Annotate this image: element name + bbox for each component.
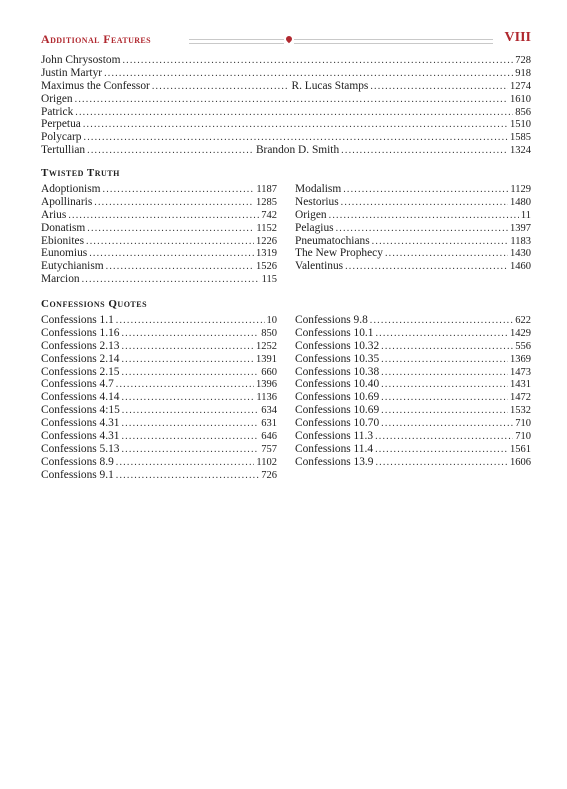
confessions-quotes-left-column — [41, 314, 277, 482]
entry-page-number: 1252 — [256, 340, 277, 352]
entry-page-number: 1429 — [510, 327, 531, 339]
index-entry — [295, 260, 531, 273]
entry-page-number: 710 — [515, 431, 531, 443]
index-entry — [295, 417, 531, 430]
running-header — [41, 30, 531, 48]
index-entry — [41, 378, 277, 391]
index-entry — [41, 443, 277, 456]
index-entry — [41, 353, 277, 366]
entry-name: Modalism — [295, 183, 342, 195]
entry-page-number: 1319 — [256, 248, 277, 260]
entry-name: Confessions 1.16 — [41, 326, 120, 339]
index-entry — [295, 209, 531, 222]
index-entry — [295, 183, 531, 196]
index-entry — [295, 235, 531, 248]
entry-page-number: 115 — [261, 274, 277, 286]
entry-page-number: 1324 — [510, 145, 531, 157]
entry-name: Nestorius — [295, 195, 339, 208]
entry-name: Confessions 4.14 — [41, 391, 120, 404]
entry-name: Justin Martyr — [41, 66, 103, 79]
header-rule — [189, 39, 493, 44]
entry-page-number: 1431 — [510, 379, 531, 391]
index-entry — [41, 235, 277, 248]
index-entry — [41, 340, 277, 353]
entry-page-number: 646 — [261, 431, 277, 443]
entry-name: Confessions 9.8 — [295, 314, 368, 326]
entry-page-number: 660 — [261, 366, 277, 378]
entry-name: Perpetua — [41, 118, 81, 131]
dot-leader — [341, 145, 508, 158]
entry-name: Confessions 10.1 — [295, 326, 374, 339]
entry-name: Arius — [41, 208, 67, 221]
index-entry — [41, 469, 277, 482]
entry-page-number: 1183 — [510, 235, 531, 247]
index-entry — [41, 247, 277, 260]
index-entry — [41, 80, 531, 93]
index-entry — [41, 183, 277, 196]
entry-name: Eunomius — [41, 247, 88, 260]
index-entry — [41, 327, 277, 340]
entry-page-number: 1610 — [510, 93, 531, 105]
entry-name: Confessions 8.9 — [41, 455, 114, 468]
index-entry — [41, 404, 277, 417]
index-entry — [41, 314, 277, 327]
index-entry — [295, 456, 531, 469]
dot-leader — [82, 274, 260, 287]
entry-page-number: 10 — [266, 315, 277, 326]
entry-name: Pelagius — [295, 221, 334, 234]
twisted-truth-left-column — [41, 183, 277, 286]
entry-name: Patrick — [41, 105, 74, 118]
entry-name: Confessions 1.1 — [41, 314, 114, 326]
index-entry — [295, 196, 531, 209]
dot-leader — [116, 470, 259, 483]
entry-page-number: 1510 — [510, 119, 531, 131]
entry-page-number: 1136 — [256, 392, 277, 404]
author-index-list — [41, 54, 531, 157]
index-entry — [41, 67, 531, 80]
index-entry — [41, 106, 531, 119]
index-entry — [295, 366, 531, 379]
index-entry — [41, 391, 277, 404]
entry-page-number: 1526 — [256, 261, 277, 273]
entry-name: Confessions 9.1 — [41, 468, 114, 481]
entry-name: Marcion — [41, 273, 80, 286]
entry-page-number: 1460 — [510, 261, 531, 273]
entry-page-number: 726 — [261, 469, 277, 481]
entry-page-number: 1274 — [509, 80, 531, 92]
index-entry — [295, 327, 531, 340]
index-entry — [295, 404, 531, 417]
entry-name: Polycarp — [41, 131, 82, 144]
entry-page-number: 1391 — [256, 353, 277, 365]
entry-name: Apollinaris — [41, 195, 93, 208]
entry-page-number: 742 — [261, 209, 277, 221]
index-entry — [295, 314, 531, 327]
entry-name: John Chrysostom — [41, 54, 121, 66]
drop-ornament-icon — [284, 34, 294, 44]
index-entry — [295, 247, 531, 260]
entry-name: Confessions 10.69 — [295, 404, 380, 417]
entry-page-number: 1430 — [510, 248, 531, 260]
entry-page-number: 918 — [515, 67, 531, 79]
page-numeral: VIII — [504, 30, 531, 45]
entry-name: Confessions 10.32 — [295, 339, 380, 352]
entry-name: Confessions 2.13 — [41, 339, 120, 352]
entry-page-number: 631 — [261, 418, 277, 430]
entry-page-number: 556 — [515, 340, 531, 352]
index-entry — [295, 222, 531, 235]
entry-page-number: 1187 — [256, 184, 277, 195]
index-entry — [41, 417, 277, 430]
entry-name: Maximus the Confessor — [41, 79, 150, 92]
index-entry — [41, 366, 277, 379]
dot-leader — [345, 261, 508, 274]
entry-page-number: 1285 — [256, 196, 277, 208]
entry-page-number: 1396 — [256, 379, 277, 391]
entry-page-number: 728 — [515, 55, 531, 66]
entry-page-number: 1480 — [510, 196, 531, 208]
entry-name: Confessions 10.40 — [295, 378, 380, 391]
confessions-quotes-heading: Confessions Quotes — [41, 298, 148, 310]
entry-page-number: 757 — [261, 443, 277, 455]
dot-leader — [87, 145, 254, 158]
entry-name: Origen — [295, 208, 327, 221]
entry-name: Origen — [41, 92, 73, 105]
index-entry — [295, 378, 531, 391]
index-entry — [295, 340, 531, 353]
entry-page-number: 710 — [515, 418, 531, 430]
index-entry — [41, 456, 277, 469]
entry-page-number: 1606 — [510, 456, 531, 468]
index-entry — [295, 353, 531, 366]
entry-name: Confessions 11.4 — [295, 442, 374, 455]
index-entry — [41, 273, 277, 286]
entry-page-number: 856 — [515, 106, 531, 118]
index-entry — [41, 54, 531, 67]
entry-name: Eutychianism — [41, 260, 104, 273]
entry-page-number: 1472 — [510, 392, 531, 404]
entry-page-number: 1561 — [510, 443, 531, 455]
entry-page-number: 1397 — [510, 222, 531, 234]
confessions-quotes-right-column — [295, 314, 531, 469]
entry-page-number: 850 — [261, 327, 277, 339]
twisted-truth-heading: Twisted Truth — [41, 167, 120, 179]
entry-name: Donatism — [41, 221, 86, 234]
entry-page-number: 1226 — [256, 235, 277, 247]
index-entry — [41, 209, 277, 222]
entry-author: Brandon D. Smith — [255, 144, 340, 157]
entry-name: Confessions 11.3 — [295, 430, 374, 443]
entry-name: Confessions 10.70 — [295, 417, 380, 430]
entry-page-number: 1102 — [256, 456, 277, 468]
entry-name: Confessions 10.35 — [295, 352, 380, 365]
entry-name: Valentinus — [295, 260, 344, 273]
entry-page-number: 1532 — [510, 405, 531, 417]
entry-name: Confessions 4.7 — [41, 378, 114, 391]
entry-name: Ebionites — [41, 234, 85, 247]
entry-page-number: 634 — [261, 405, 277, 417]
entry-page-number: 622 — [515, 315, 531, 326]
index-entry — [41, 118, 531, 131]
entry-page-number: 1473 — [510, 366, 531, 378]
entry-name: Pneumatochians — [295, 234, 370, 247]
running-header-title: Additional Features — [41, 32, 152, 46]
entry-name: Confessions 10.69 — [295, 391, 380, 404]
entry-name: Confessions 13.9 — [295, 455, 374, 468]
entry-author: R. Lucas Stamps — [291, 79, 369, 92]
index-entry — [41, 144, 531, 157]
entry-name: Confessions 4:15 — [41, 404, 120, 417]
index-entry — [295, 391, 531, 404]
index-entry — [295, 443, 531, 456]
index-entry — [41, 260, 277, 273]
dot-leader — [375, 457, 508, 470]
entry-page-number: 1369 — [510, 353, 531, 365]
entry-page-number: 1585 — [510, 132, 531, 144]
entry-page-number: 1152 — [256, 222, 277, 234]
entry-name: The New Prophecy — [295, 247, 383, 260]
index-entry — [41, 430, 277, 443]
entry-page-number: 11 — [520, 209, 531, 221]
entry-page-number: 1129 — [510, 184, 531, 195]
entry-name: Confessions 4.31 — [41, 417, 120, 430]
index-entry — [41, 196, 277, 209]
index-entry — [295, 430, 531, 443]
index-entry — [41, 131, 531, 144]
entry-name: Confessions 2.14 — [41, 352, 120, 365]
entry-name: Confessions 5.13 — [41, 442, 120, 455]
entry-name: Confessions 10.38 — [295, 365, 380, 378]
entry-name: Confessions 4.31 — [41, 430, 120, 443]
index-entry — [41, 93, 531, 106]
entry-name: Confessions 2.15 — [41, 365, 120, 378]
entry-name: Tertullian — [41, 144, 86, 157]
entry-name: Adoptionism — [41, 183, 101, 195]
index-entry — [41, 222, 277, 235]
twisted-truth-right-column — [295, 183, 531, 273]
